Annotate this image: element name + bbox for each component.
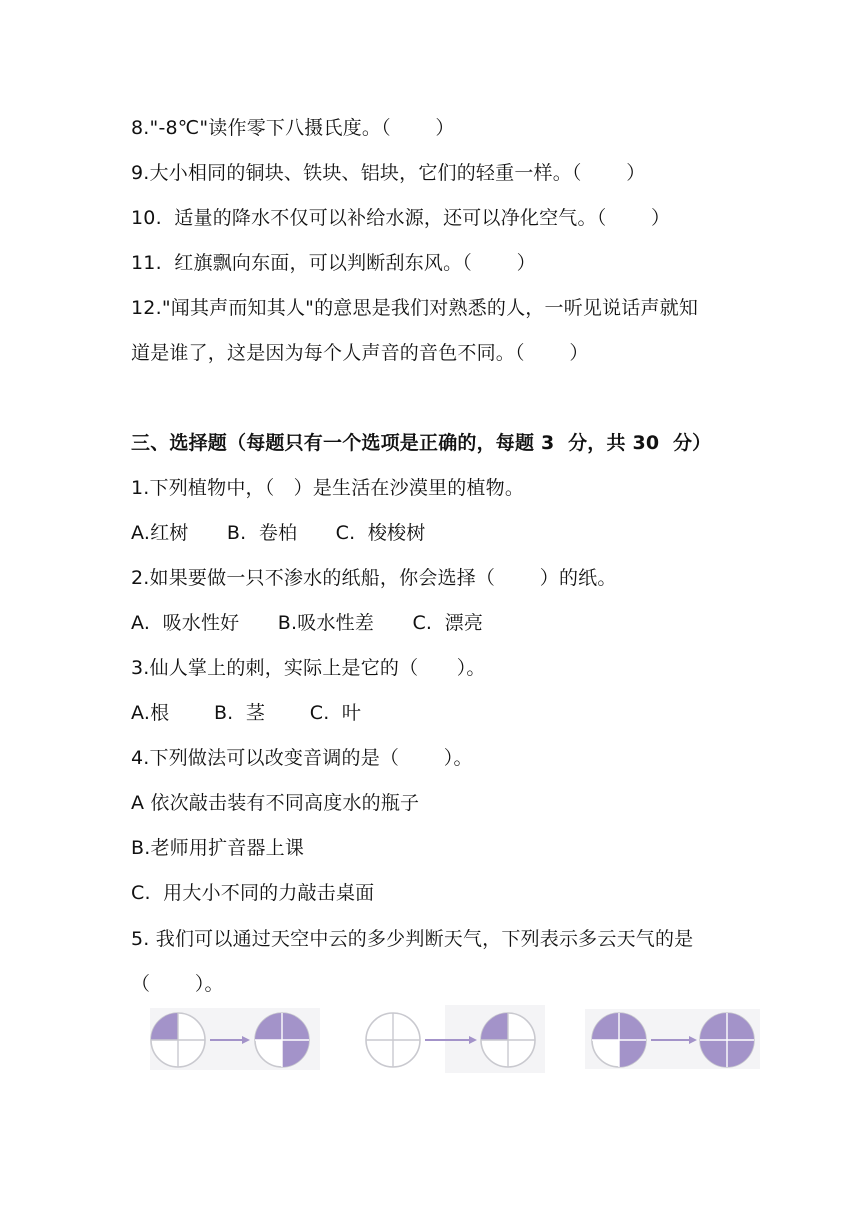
cloud-circle-before <box>592 1013 646 1067</box>
cloud-circle-before <box>366 1013 420 1067</box>
tf-item-8: 8."-8℃"读作零下八摄氏度。（ ） <box>131 117 455 139</box>
question-2: 2.如果要做一只不渗水的纸船，你会选择（ ）的纸。 <box>131 567 617 589</box>
cloud-option-a-diagram <box>150 1005 320 1075</box>
question-4-option-b: B.老师用扩音器上课 <box>131 837 305 859</box>
cloud-circle-after <box>481 1013 535 1067</box>
question-4-option-c: C. 用大小不同的力敲击桌面 <box>131 882 375 904</box>
question-5-blank: （ ）。 <box>131 973 224 995</box>
tf-item-9: 9.大小相同的铜块、铁块、铝块，它们的轻重一样。（ ） <box>131 162 646 184</box>
cloud-circle-after <box>255 1013 309 1067</box>
question-1-options: A.红树 B. 卷柏 C. 梭梭树 <box>131 522 426 544</box>
question-3: 3.仙人掌上的刺，实际上是它的（ ）。 <box>131 657 486 679</box>
cloud-circle-after <box>700 1013 754 1067</box>
question-2-options: A. 吸水性好 B.吸水性差 C. 漂亮 <box>131 612 484 634</box>
question-3-options: A.根 B. 茎 C. 叶 <box>131 702 362 724</box>
question-1: 1.下列植物中，（ ）是生活在沙漠里的植物。 <box>131 477 525 499</box>
section-three-heading: 三、选择题（每题只有一个选项是正确的，每题 3 分，共 30 分） <box>131 432 712 454</box>
cloud-cover-options <box>150 1005 760 1075</box>
cloud-option-c-diagram <box>585 1005 760 1075</box>
tf-item-12-line1: 12."闻其声而知其人"的意思是我们对熟悉的人，一听见说话声就知 <box>131 297 699 319</box>
cloud-circle-before <box>151 1013 205 1067</box>
cloud-option-b-diagram <box>365 1005 545 1075</box>
tf-item-10: 10. 适量的降水不仅可以补给水源，还可以净化空气。（ ） <box>131 207 671 229</box>
question-4-option-a: A 依次敲击装有不同高度水的瓶子 <box>131 792 420 814</box>
tf-item-12-line2: 道是谁了，这是因为每个人声音的音色不同。（ ） <box>131 342 589 364</box>
question-4: 4.下列做法可以改变音调的是（ ）。 <box>131 747 473 769</box>
question-5: 5. 我们可以通过天空中云的多少判断天气，下列表示多云天气的是 <box>131 928 694 950</box>
tf-item-11: 11. 红旗飘向东面，可以判断刮东风。（ ） <box>131 252 536 274</box>
